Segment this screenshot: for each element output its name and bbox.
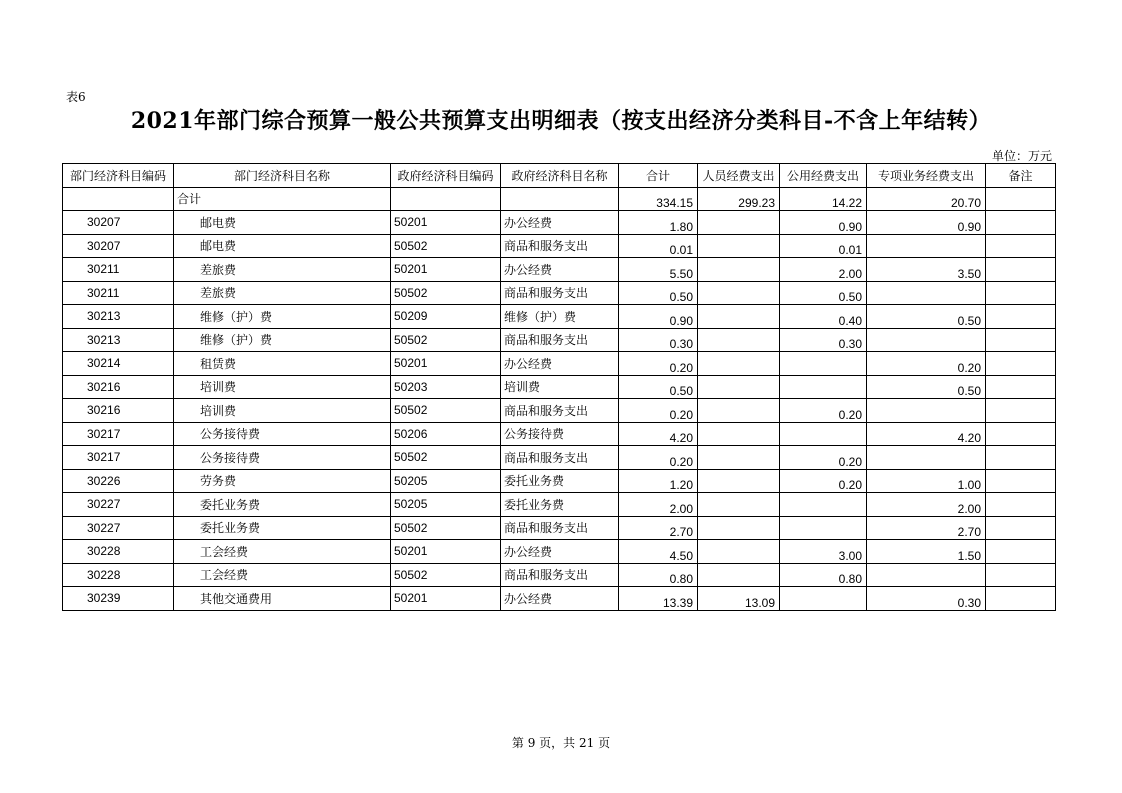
special-cell: 0.50 xyxy=(867,305,986,329)
gov-name-cell: 公务接待费 xyxy=(501,422,619,446)
dept-code-cell: 30214 xyxy=(63,352,174,376)
header-gov-code: 政府经济科目编码 xyxy=(391,164,501,188)
gov-code-cell: 50502 xyxy=(391,399,501,423)
note-cell xyxy=(986,328,1056,352)
dept-name-cell: 培训费 xyxy=(174,375,391,399)
dept-name-cell: 维修（护）费 xyxy=(174,305,391,329)
header-special: 专项业务经费支出 xyxy=(867,164,986,188)
table-row xyxy=(63,493,1056,517)
total-public: 14.22 xyxy=(780,187,867,211)
total-row xyxy=(63,187,1056,211)
total-cell: 4.20 xyxy=(619,422,698,446)
table-row xyxy=(63,352,1056,376)
special-cell: 0.50 xyxy=(867,375,986,399)
table-row xyxy=(63,422,1056,446)
total-cell: 4.50 xyxy=(619,540,698,564)
special-cell xyxy=(867,281,986,305)
total-cell: 0.20 xyxy=(619,446,698,470)
gov-name-cell: 商品和服务支出 xyxy=(501,328,619,352)
gov-code-cell: 50201 xyxy=(391,540,501,564)
dept-name-cell: 培训费 xyxy=(174,399,391,423)
personnel-cell xyxy=(698,328,780,352)
special-cell: 0.30 xyxy=(867,587,986,611)
table-row xyxy=(63,516,1056,540)
special-cell: 2.00 xyxy=(867,493,986,517)
gov-name-cell: 商品和服务支出 xyxy=(501,516,619,540)
dept-code-cell: 30213 xyxy=(63,328,174,352)
gov-name-cell: 办公经费 xyxy=(501,587,619,611)
page-footer: 第 9 页，共 21 页 xyxy=(511,736,611,750)
dept-code-cell: 30239 xyxy=(63,587,174,611)
special-cell: 3.50 xyxy=(867,258,986,282)
personnel-cell xyxy=(698,540,780,564)
note-cell xyxy=(986,469,1056,493)
header-total: 合计 xyxy=(619,164,698,188)
dept-name-cell: 委托业务费 xyxy=(174,493,391,517)
dept-name-cell: 劳务费 xyxy=(174,469,391,493)
gov-name-cell: 维修（护）费 xyxy=(501,305,619,329)
personnel-cell xyxy=(698,516,780,540)
gov-code-cell: 50205 xyxy=(391,493,501,517)
note-cell xyxy=(986,305,1056,329)
personnel-cell xyxy=(698,422,780,446)
gov-name-cell: 商品和服务支出 xyxy=(501,446,619,470)
personnel-cell xyxy=(698,305,780,329)
dept-name-cell: 邮电费 xyxy=(174,234,391,258)
table-row xyxy=(63,399,1056,423)
dept-name-cell: 邮电费 xyxy=(174,211,391,235)
public-cell: 0.20 xyxy=(780,469,867,493)
public-cell: 0.40 xyxy=(780,305,867,329)
special-cell: 2.70 xyxy=(867,516,986,540)
table-row xyxy=(63,469,1056,493)
table-row xyxy=(63,587,1056,611)
note-cell xyxy=(986,281,1056,305)
table-row xyxy=(63,375,1056,399)
total-cell: 2.00 xyxy=(619,493,698,517)
gov-code-cell: 50502 xyxy=(391,563,501,587)
gov-name-cell: 商品和服务支出 xyxy=(501,399,619,423)
personnel-cell xyxy=(698,563,780,587)
gov-code-cell: 50201 xyxy=(391,211,501,235)
special-cell: 0.90 xyxy=(867,211,986,235)
header-row xyxy=(63,164,1056,188)
note-cell xyxy=(986,493,1056,517)
personnel-cell xyxy=(698,469,780,493)
special-cell: 0.20 xyxy=(867,352,986,376)
personnel-cell xyxy=(698,211,780,235)
gov-code-cell: 50502 xyxy=(391,446,501,470)
header-note: 备注 xyxy=(986,164,1056,188)
page-title: 2021年部门综合预算一般公共预算支出明细表（按支出经济分类科目-不含上年结转） xyxy=(130,108,992,134)
dept-code-cell: 30226 xyxy=(63,469,174,493)
special-cell xyxy=(867,328,986,352)
personnel-cell: 13.09 xyxy=(698,587,780,611)
dept-name-cell: 差旅费 xyxy=(174,281,391,305)
public-cell xyxy=(780,516,867,540)
personnel-cell xyxy=(698,493,780,517)
dept-name-cell: 维修（护）费 xyxy=(174,328,391,352)
personnel-cell xyxy=(698,399,780,423)
dept-name-cell: 工会经费 xyxy=(174,563,391,587)
dept-name-cell: 租赁费 xyxy=(174,352,391,376)
total-cell: 0.01 xyxy=(619,234,698,258)
table-row xyxy=(63,540,1056,564)
public-cell: 0.20 xyxy=(780,399,867,423)
public-cell xyxy=(780,422,867,446)
gov-name-cell: 办公经费 xyxy=(501,352,619,376)
total-cell: 0.80 xyxy=(619,563,698,587)
dept-code-cell: 30207 xyxy=(63,211,174,235)
note-cell xyxy=(986,375,1056,399)
note-cell xyxy=(986,446,1056,470)
total-cell: 2.70 xyxy=(619,516,698,540)
total-special: 20.70 xyxy=(867,187,986,211)
note-cell xyxy=(986,516,1056,540)
total-cell: 1.80 xyxy=(619,211,698,235)
gov-name-cell: 委托业务费 xyxy=(501,493,619,517)
note-cell xyxy=(986,563,1056,587)
note-cell xyxy=(986,422,1056,446)
personnel-cell xyxy=(698,281,780,305)
header-public: 公用经费支出 xyxy=(780,164,867,188)
gov-name-cell: 商品和服务支出 xyxy=(501,281,619,305)
total-cell: 1.20 xyxy=(619,469,698,493)
gov-code-cell: 50203 xyxy=(391,375,501,399)
public-cell xyxy=(780,587,867,611)
dept-code-cell: 30211 xyxy=(63,281,174,305)
gov-code-cell: 50209 xyxy=(391,305,501,329)
total-cell: 13.39 xyxy=(619,587,698,611)
total-cell: 0.20 xyxy=(619,352,698,376)
note-cell xyxy=(986,234,1056,258)
dept-code-cell: 30211 xyxy=(63,258,174,282)
dept-code-cell: 30228 xyxy=(63,540,174,564)
special-cell xyxy=(867,563,986,587)
gov-code-cell: 50201 xyxy=(391,258,501,282)
special-cell: 4.20 xyxy=(867,422,986,446)
header-gov-name: 政府经济科目名称 xyxy=(501,164,619,188)
dept-code-cell: 30228 xyxy=(63,563,174,587)
dept-code-cell: 30213 xyxy=(63,305,174,329)
gov-code-cell: 50502 xyxy=(391,516,501,540)
total-cell: 0.50 xyxy=(619,375,698,399)
note-cell xyxy=(986,258,1056,282)
public-cell: 0.30 xyxy=(780,328,867,352)
table-row xyxy=(63,328,1056,352)
table-row xyxy=(63,446,1056,470)
dept-name-cell: 公务接待费 xyxy=(174,446,391,470)
public-cell: 0.01 xyxy=(780,234,867,258)
dept-code-cell: 30227 xyxy=(63,516,174,540)
total-cell: 0.90 xyxy=(619,305,698,329)
header-dept-code: 部门经济科目编码 xyxy=(63,164,174,188)
dept-name-cell: 委托业务费 xyxy=(174,516,391,540)
public-cell: 0.20 xyxy=(780,446,867,470)
personnel-cell xyxy=(698,258,780,282)
personnel-cell xyxy=(698,352,780,376)
gov-name-cell: 培训费 xyxy=(501,375,619,399)
gov-name-cell: 委托业务费 xyxy=(501,469,619,493)
dept-code-cell: 30216 xyxy=(63,399,174,423)
gov-code-cell: 50201 xyxy=(391,352,501,376)
special-cell xyxy=(867,399,986,423)
gov-code-cell: 50502 xyxy=(391,281,501,305)
special-cell xyxy=(867,446,986,470)
note-cell xyxy=(986,211,1056,235)
note-cell xyxy=(986,540,1056,564)
header-personnel: 人员经费支出 xyxy=(698,164,780,188)
public-cell: 0.90 xyxy=(780,211,867,235)
table-row xyxy=(63,258,1056,282)
public-cell xyxy=(780,352,867,376)
table-id: 表6 xyxy=(66,90,86,104)
public-cell: 3.00 xyxy=(780,540,867,564)
dept-code-cell: 30217 xyxy=(63,446,174,470)
total-label: 合计 xyxy=(174,187,391,211)
table-row xyxy=(63,234,1056,258)
total-cell: 0.30 xyxy=(619,328,698,352)
dept-name-cell: 其他交通费用 xyxy=(174,587,391,611)
gov-name-cell: 办公经费 xyxy=(501,258,619,282)
table-row xyxy=(63,305,1056,329)
total-cell: 0.50 xyxy=(619,281,698,305)
total-personnel: 299.23 xyxy=(698,187,780,211)
personnel-cell xyxy=(698,375,780,399)
gov-code-cell: 50205 xyxy=(391,469,501,493)
dept-code-cell: 30207 xyxy=(63,234,174,258)
public-cell xyxy=(780,493,867,517)
public-cell: 0.80 xyxy=(780,563,867,587)
gov-name-cell: 商品和服务支出 xyxy=(501,234,619,258)
public-cell: 0.50 xyxy=(780,281,867,305)
note-cell xyxy=(986,587,1056,611)
table-row xyxy=(63,281,1056,305)
expenditure-table xyxy=(62,163,1056,611)
gov-name-cell: 办公经费 xyxy=(501,211,619,235)
table-row xyxy=(63,563,1056,587)
special-cell: 1.00 xyxy=(867,469,986,493)
dept-name-cell: 公务接待费 xyxy=(174,422,391,446)
gov-code-cell: 50201 xyxy=(391,587,501,611)
header-dept-name: 部门经济科目名称 xyxy=(174,164,391,188)
gov-name-cell: 办公经费 xyxy=(501,540,619,564)
public-cell xyxy=(780,375,867,399)
dept-name-cell: 工会经费 xyxy=(174,540,391,564)
gov-code-cell: 50206 xyxy=(391,422,501,446)
total-cell: 0.20 xyxy=(619,399,698,423)
note-cell xyxy=(986,399,1056,423)
unit-label: 单位：万元 xyxy=(992,149,1053,163)
note-cell xyxy=(986,352,1056,376)
special-cell xyxy=(867,234,986,258)
dept-name-cell: 差旅费 xyxy=(174,258,391,282)
table-row xyxy=(63,211,1056,235)
personnel-cell xyxy=(698,446,780,470)
gov-code-cell: 50502 xyxy=(391,328,501,352)
dept-code-cell: 30217 xyxy=(63,422,174,446)
gov-name-cell: 商品和服务支出 xyxy=(501,563,619,587)
total-cell: 5.50 xyxy=(619,258,698,282)
gov-code-cell: 50502 xyxy=(391,234,501,258)
dept-code-cell: 30216 xyxy=(63,375,174,399)
public-cell: 2.00 xyxy=(780,258,867,282)
personnel-cell xyxy=(698,234,780,258)
dept-code-cell: 30227 xyxy=(63,493,174,517)
special-cell: 1.50 xyxy=(867,540,986,564)
total-total: 334.15 xyxy=(619,187,698,211)
